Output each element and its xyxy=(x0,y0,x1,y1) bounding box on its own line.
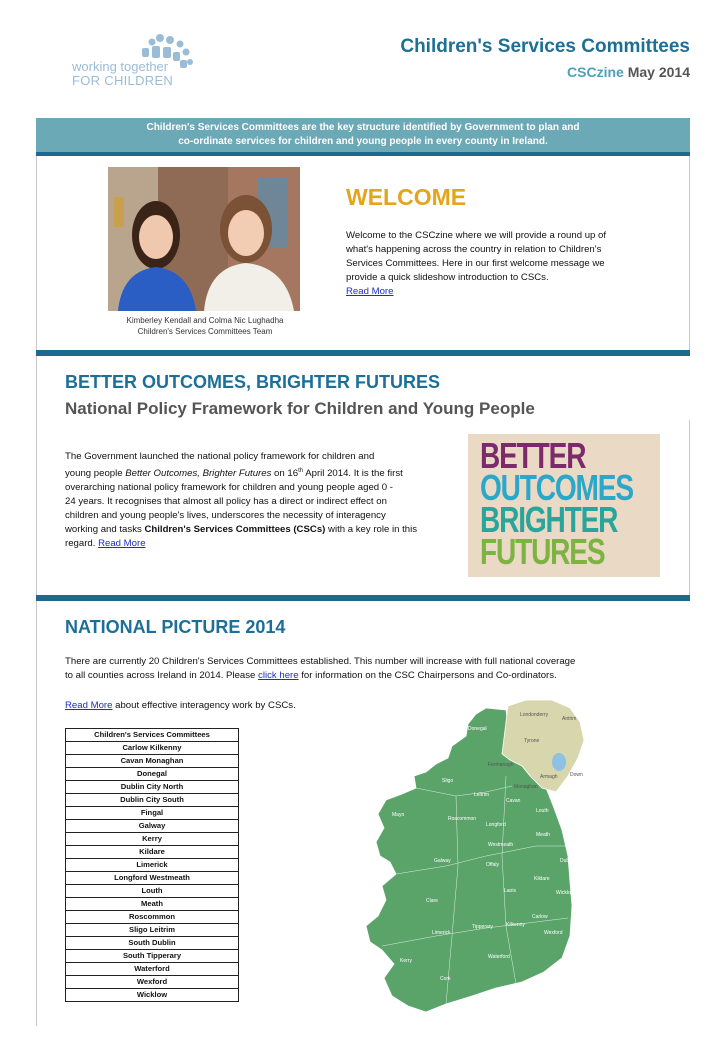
right-border xyxy=(689,420,690,595)
intro-band-line1: Children's Services Committees are the key structure identified by Government to plan and xyxy=(146,122,580,133)
table-row xyxy=(66,989,239,1002)
table-row xyxy=(66,781,239,794)
map-label-mayo: Mayo xyxy=(392,812,405,818)
national-text-span: about effective interagency work by CSCs. xyxy=(112,700,296,711)
bobf-line xyxy=(65,537,465,551)
map-label-londonderry: Londonderry xyxy=(520,712,549,718)
bobf-word-futures: FUTURES xyxy=(480,531,605,572)
national-read-more-line xyxy=(65,699,296,713)
table-row xyxy=(66,950,239,963)
map-label-fermanagh: Fermanagh xyxy=(488,762,514,768)
committee-name: Galway xyxy=(66,820,239,833)
map-label-waterford: Waterford xyxy=(488,954,510,960)
issue-name: CSCzine xyxy=(567,64,624,80)
committee-name: Louth xyxy=(66,885,239,898)
bobf-title-italic: Better Outcomes, Brighter Futures xyxy=(125,468,272,480)
bobf-line: overarching national policy framework for children and young people aged 0 - xyxy=(65,482,393,494)
committee-name: Wexford xyxy=(66,976,239,989)
committee-name: Cavan Monaghan xyxy=(66,755,239,768)
map-label-wexford: Wexford xyxy=(544,930,563,936)
table-row xyxy=(66,872,239,885)
table-row xyxy=(66,976,239,989)
committee-name: Kerry xyxy=(66,833,239,846)
divider xyxy=(36,595,690,601)
welcome-line: Welcome to the CSCzine where we will provide a round up of xyxy=(346,230,607,241)
committee-name: Dublin City North xyxy=(66,781,239,794)
table-row xyxy=(66,846,239,859)
bobf-text-span: April 2014. It is the first xyxy=(303,468,403,480)
committee-name: Sligo Leitrim xyxy=(66,924,239,937)
map-label-meath: Meath xyxy=(536,832,550,838)
bobf-word-brighter: BRIGHTER xyxy=(480,499,618,540)
map-label-roscommon: Roscommon xyxy=(448,816,477,822)
map-label-clare: Clare xyxy=(426,898,438,904)
welcome-heading: WELCOME xyxy=(346,184,467,210)
table-row xyxy=(66,833,239,846)
committee-name: Longford Westmeath xyxy=(66,872,239,885)
table-row xyxy=(66,742,239,755)
bobf-subheading: National Policy Framework for Children and Young People xyxy=(65,399,535,418)
divider xyxy=(36,350,690,356)
table-row xyxy=(66,794,239,807)
left-border xyxy=(36,156,37,1026)
map-label-tyrone: Tyrone xyxy=(524,738,540,744)
welcome-line: what's happening across the country in relation to Children's xyxy=(346,244,602,255)
committees-table-wrap xyxy=(65,728,239,1002)
map-label-leitrim: Leitrim xyxy=(474,792,490,798)
ireland-map xyxy=(356,696,606,1018)
bobf-text-span: working and tasks xyxy=(65,524,145,536)
table-row xyxy=(66,937,239,950)
logo-line1: working together xyxy=(72,59,169,74)
bobf-read-more-link[interactable]: Read More xyxy=(98,538,146,550)
table-row xyxy=(66,820,239,833)
newsletter-title: Children's Services Committees xyxy=(400,36,690,57)
map-label-cork: Cork xyxy=(440,976,451,982)
logo-line2: FOR CHILDREN xyxy=(72,73,174,88)
bobf-text-span: with a key role in this xyxy=(325,524,418,536)
bobf-csc-bold: Children's Services Committees (CSCs) xyxy=(144,524,326,536)
table-row xyxy=(66,911,239,924)
committee-name: Carlow Kilkenny xyxy=(66,742,239,755)
table-row xyxy=(66,807,239,820)
national-text-span: for information on the CSC Chairpersons and Co-ordinators. xyxy=(298,670,557,681)
click-here-link[interactable]: click here xyxy=(258,670,299,681)
welcome-line: Services Committees. Here in our first welcome message we xyxy=(346,258,605,269)
national-read-more-link[interactable]: Read More xyxy=(65,700,113,711)
bobf-line xyxy=(65,464,465,481)
committee-name: Fingal xyxy=(66,807,239,820)
map-label-westmeath: Westmeath xyxy=(488,842,514,848)
intro-band xyxy=(36,118,690,152)
issue-date: May 2014 xyxy=(627,64,690,80)
bobf-text-span: regard. xyxy=(65,538,99,550)
map-label-offaly: Offaly xyxy=(486,862,499,868)
photo-caption xyxy=(95,315,315,337)
divider xyxy=(36,152,690,156)
map-label-laois: Laois xyxy=(504,888,516,894)
map-label-monaghan: Monaghan xyxy=(514,784,538,790)
map-label-wicklow: Wicklow xyxy=(556,890,575,896)
intro-band-line2: co-ordinate services for children and young people in every county in Ireland. xyxy=(178,136,548,147)
welcome-text xyxy=(346,229,666,299)
bobf-text xyxy=(65,450,465,551)
map-label-sligo: Sligo xyxy=(442,778,454,784)
caption-team: Children's Services Committees Team xyxy=(137,327,273,336)
newsletter-issue xyxy=(567,64,690,80)
committee-name: South Tipperary xyxy=(66,950,239,963)
committee-name: Wicklow xyxy=(66,989,239,1002)
national-text xyxy=(65,655,685,683)
team-photo xyxy=(108,167,300,311)
map-label-antrim: Antrim xyxy=(562,716,577,722)
table-row xyxy=(66,768,239,781)
map-label-kilkenny: Kilkenny xyxy=(506,922,525,928)
committee-name: Kildare xyxy=(66,846,239,859)
table-row xyxy=(66,898,239,911)
table-row xyxy=(66,885,239,898)
bobf-line: The Government launched the national policy framework for children and xyxy=(65,451,375,462)
national-line: There are currently 20 Children's Services Committees established. This number will increase with full national coverage xyxy=(65,656,576,667)
bobf-word-better: BETTER xyxy=(480,435,586,476)
committee-name: Dublin City South xyxy=(66,794,239,807)
map-label-dublin: Dublin xyxy=(560,858,575,864)
right-border xyxy=(689,156,690,351)
committee-name: Waterford xyxy=(66,963,239,976)
committee-name: Donegal xyxy=(66,768,239,781)
bobf-superscript: th xyxy=(298,468,304,474)
map-label-tipperary: Tipperary xyxy=(472,924,493,930)
map-lough-neagh xyxy=(552,753,566,771)
map-label-cavan: Cavan xyxy=(506,798,521,804)
map-label-louth: Louth xyxy=(536,808,549,814)
national-heading: NATIONAL PICTURE 2014 xyxy=(65,617,286,637)
bobf-line xyxy=(65,523,465,537)
bobf-line: 24 years. It recognises that almost all policy has a direct or indirect effect on xyxy=(65,496,387,508)
bobf-text-span: young people xyxy=(65,468,126,480)
table-row xyxy=(66,924,239,937)
map-label-down: Down xyxy=(570,772,583,778)
bobf-heading: BETTER OUTCOMES, BRIGHTER FUTURES xyxy=(65,372,441,392)
map-label-kerry: Kerry xyxy=(400,958,412,964)
committee-name: South Dublin xyxy=(66,937,239,950)
map-label-longford: Longford xyxy=(486,822,506,828)
map-label-kildare: Kildare xyxy=(534,876,550,882)
caption-names: Kimberley Kendall and Colma Nic Lughadha xyxy=(126,316,284,325)
logo xyxy=(70,32,210,92)
committee-name: Limerick xyxy=(66,859,239,872)
national-text-span: to all counties across Ireland in 2014. Please xyxy=(65,670,259,681)
welcome-read-more-link[interactable]: Read More xyxy=(346,286,394,297)
map-label-armagh: Armagh xyxy=(540,774,558,780)
table-row xyxy=(66,859,239,872)
bobf-line: children and young people's lives, underscores the necessity of interagency xyxy=(65,510,386,522)
committees-table-header: Children's Services Committees xyxy=(66,729,239,742)
map-label-galway: Galway xyxy=(434,858,451,864)
table-row xyxy=(66,963,239,976)
map-label-limerick: Limerick xyxy=(432,930,451,936)
bobf-text-span: on 16 xyxy=(271,468,299,480)
bobf-graphic xyxy=(468,434,660,577)
committee-name: Meath xyxy=(66,898,239,911)
committees-table xyxy=(65,728,239,1002)
committee-name: Roscommon xyxy=(66,911,239,924)
map-label-donegal: Donegal xyxy=(468,726,487,732)
national-line xyxy=(65,669,685,683)
table-row xyxy=(66,755,239,768)
bobf-word-outcomes: OUTCOMES xyxy=(480,467,633,508)
map-label-carlow: Carlow xyxy=(532,914,548,920)
welcome-line: provide a quick slideshow introduction to CSCs. xyxy=(346,272,549,283)
